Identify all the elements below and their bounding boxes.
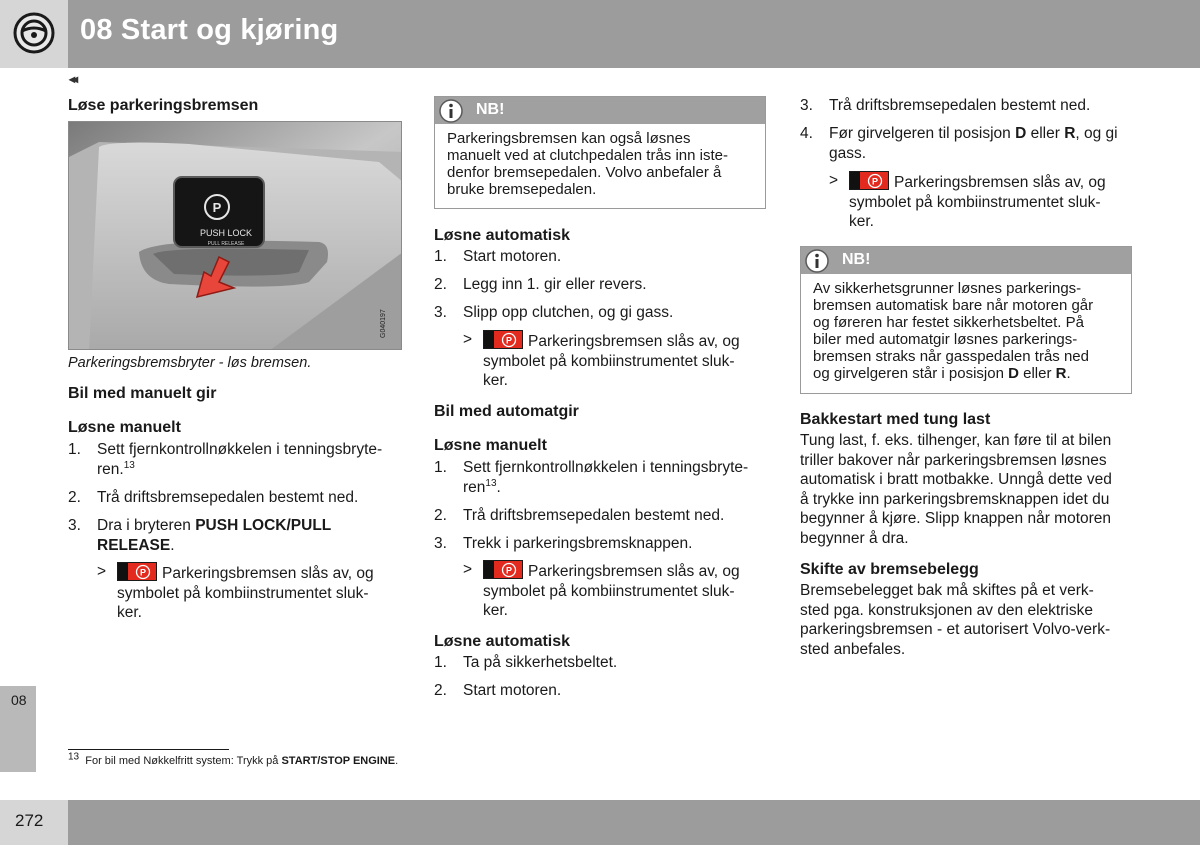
photo-button-label-1: PUSH LOCK: [199, 228, 253, 238]
footnote-divider: [68, 749, 229, 750]
note-box-text: Av sikkerhetsgrunner løsnes parkerings- bremsen automatisk bare når motoren går og føreren har festet sikkerhetsbeltet. På biler med automatgir løsnes parkerings- bremsen straks når gasspedalen trås ned og girvelgeren står i posisjon D eller R.: [813, 280, 1094, 382]
section-title-brake-pads: Skifte av bremsebelegg: [800, 561, 979, 578]
section-title-hill-start: Bakkestart med tung last: [800, 411, 991, 428]
photo-caption: Parkeringsbremsbryter - løs bremsen.: [68, 355, 312, 371]
parking-brake-symbol-icon: [483, 560, 523, 579]
parking-brake-symbol-icon: [117, 562, 157, 581]
note-box: [434, 96, 766, 209]
section-title-release-manual: Løsne manuelt: [68, 419, 181, 436]
page-number: 272: [15, 811, 44, 830]
note-box-header: [801, 247, 1131, 274]
steering-wheel-icon: [13, 12, 55, 54]
note-box: [800, 246, 1132, 394]
svg-text:P: P: [212, 200, 222, 215]
note-box-text: Parkeringsbremsen kan også løsnes manuelt ved at clutchpedalen trås inn iste- denfor bremsepedalen. Volvo anbefaler å bruke bremsepedalen.: [447, 130, 728, 198]
photo-button-label-2: PULL RELEASE: [207, 241, 245, 247]
paragraph-hill-start: Tung last, f. eks. tilhenger, kan føre til at bilen triller bakover når parkeringsbremsen løsnes automatisk i bratt motbakke. Unngå dette ved å trykke inn parkeringsbremsknappen idet du begynner å kjøre. Slipp knappen når motoren begynner å dra.: [800, 432, 1112, 547]
footer-bar: [0, 800, 1200, 845]
svg-text:P: P: [139, 567, 147, 578]
note-box-title: NB!: [476, 101, 505, 118]
section-title-release-auto: Løsne automatisk: [434, 227, 571, 244]
svg-text:P: P: [505, 335, 513, 346]
sub-heading-manual-car: Bil med manuelt gir: [68, 385, 217, 402]
section-heading: Løse parkeringsbremsen: [68, 97, 259, 114]
back-nav-icon[interactable]: ◂◂: [69, 72, 76, 86]
parking-brake-symbol-icon: [849, 171, 889, 190]
note-box-title: NB!: [842, 251, 871, 268]
paragraph-brake-pads: Bremsebelegget bak må skiftes på et verk- sted pga. konstruksjonen av den elektriske parkeringsbremsen - et autorisert Volvo-verk- sted anbefales.: [800, 582, 1111, 658]
note-box-header: [435, 97, 765, 124]
parking-brake-symbol-icon: [483, 330, 523, 349]
parking-brake-photo: [68, 121, 402, 350]
sub-heading-automatic-car: Bil med automatgir: [434, 403, 579, 420]
chapter-side-tab-label: 08: [11, 692, 27, 708]
footnote: $^{13}$ For bil med Nøkkelfritt system: Trykk på START/STOP ENGINE.: [68, 751, 399, 767]
info-icon: [805, 249, 829, 273]
photo-image-code: G040197: [380, 309, 387, 338]
section-title-release-manual-auto: Løsne manuelt: [434, 437, 547, 454]
chapter-title: 08 Start og kjøring: [80, 14, 339, 46]
info-icon: [439, 99, 463, 123]
section-title-release-auto-2: Løsne automatisk: [434, 633, 571, 650]
header-icon-tab: [0, 0, 68, 68]
svg-text:P: P: [871, 176, 879, 187]
svg-text:P: P: [505, 565, 513, 576]
